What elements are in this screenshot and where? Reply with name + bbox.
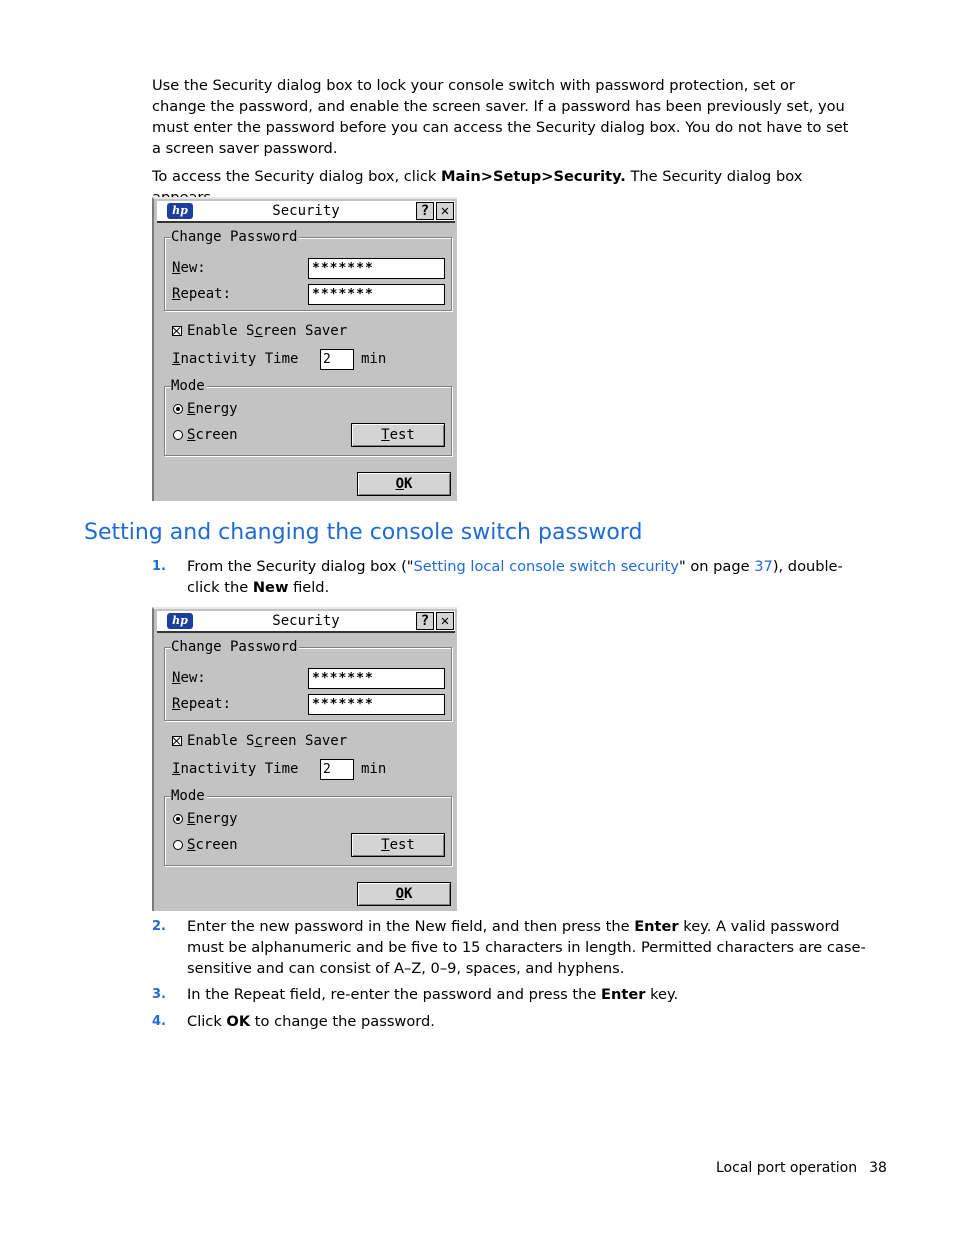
energy-accesskey: E: [187, 811, 196, 827]
step-3-text-a: In the Repeat field, re-enter the password and press the: [187, 986, 602, 1003]
step-2: [152, 916, 872, 980]
hp-logo: hp: [167, 203, 193, 219]
step-1-text-b: " on page: [678, 558, 755, 575]
screen-text: creen: [195, 837, 238, 853]
repeat-label: [172, 696, 231, 712]
new-label: [172, 260, 206, 276]
ok-accesskey: O: [395, 886, 404, 902]
energy-radio[interactable]: [173, 404, 183, 414]
intro-paragraph-1: Use the Security dialog box to lock your console switch with password protection, set or change the password, and enable the screen saver. If a password has been previously set, you must enter the password before you can access the Security dialog box. You do not have to set a screen saver password.: [152, 77, 849, 157]
ok-text: K: [404, 886, 413, 902]
step-1-text-d: field.: [288, 579, 330, 596]
step-text: [187, 1011, 872, 1032]
mode-group: [164, 378, 452, 456]
change-password-label: Change Password: [171, 229, 298, 245]
new-accesskey: N: [172, 260, 181, 276]
inactivity-unit: min: [361, 761, 387, 777]
energy-label: [187, 811, 238, 827]
new-label-text: ew:: [180, 260, 206, 276]
page-footer: [716, 1158, 887, 1178]
screen-accesskey: S: [187, 837, 196, 853]
repeat-label-text: epeat:: [180, 286, 232, 302]
test-button[interactable]: [351, 833, 445, 857]
dialog-title: Security: [272, 203, 340, 219]
step-text: [187, 984, 872, 1005]
step-text: [187, 916, 872, 979]
step-3-text-b: key.: [645, 986, 679, 1003]
security-section-link[interactable]: Setting local console switch security: [413, 558, 679, 575]
energy-accesskey: E: [187, 401, 196, 417]
inactivity-time-field[interactable]: 2: [320, 349, 354, 370]
footer-section: Local port operation: [716, 1160, 858, 1176]
step-number: 2.: [152, 919, 166, 934]
ok-text: K: [404, 476, 413, 492]
step-2-bold: Enter: [634, 918, 679, 935]
dialog-titlebar: [157, 611, 455, 633]
energy-label: [187, 401, 238, 417]
menu-path: Main>Setup>Security.: [441, 168, 626, 185]
step-3-bold: Enter: [601, 986, 646, 1003]
new-label-text: ew:: [180, 670, 206, 686]
page-link[interactable]: 37: [754, 558, 773, 575]
step-text: [187, 556, 872, 598]
security-dialog-1: [152, 197, 457, 501]
enable-accesskey: c: [254, 733, 263, 749]
energy-text: nergy: [195, 401, 238, 417]
screen-text: creen: [195, 427, 238, 443]
screen-radio[interactable]: [173, 430, 183, 440]
ok-accesskey: O: [395, 476, 404, 492]
intro-text: To access the Security dialog box, click: [152, 168, 442, 185]
inactivity-time-label: [172, 761, 298, 777]
step-4-bold: OK: [226, 1013, 251, 1030]
step-1-bold: New: [252, 579, 289, 596]
step-4-text-a: Click: [187, 1013, 227, 1030]
repeat-label: [172, 286, 231, 302]
inactivity-unit: min: [361, 351, 387, 367]
energy-text: nergy: [195, 811, 238, 827]
step-number: 4.: [152, 1014, 166, 1029]
energy-radio[interactable]: [173, 814, 183, 824]
new-password-field[interactable]: *******: [308, 668, 445, 689]
repeat-password-field[interactable]: *******: [308, 694, 445, 715]
enable-screen-saver-checkbox[interactable]: [172, 326, 182, 336]
step-4-text-b: to change the password.: [250, 1013, 435, 1030]
enable-screen-saver-checkbox[interactable]: [172, 736, 182, 746]
screen-label: [187, 427, 238, 443]
dialog-title: Security: [272, 613, 340, 629]
new-accesskey: N: [172, 670, 181, 686]
step-1-text-a: From the Security dialog box (": [187, 558, 414, 575]
test-button[interactable]: [351, 423, 445, 447]
step-number: 1.: [152, 559, 166, 574]
enable-text-b: reen Saver: [262, 733, 348, 749]
test-text: est: [389, 427, 415, 443]
new-password-field[interactable]: *******: [308, 258, 445, 279]
test-text: est: [389, 837, 415, 853]
ok-button[interactable]: [357, 472, 451, 496]
mode-label: Mode: [171, 788, 205, 804]
enable-text-b: reen Saver: [262, 323, 348, 339]
step-3: [152, 984, 872, 1006]
test-accesskey: T: [381, 427, 390, 443]
repeat-accesskey: R: [172, 286, 181, 302]
mode-label: Mode: [171, 378, 205, 394]
dialog-titlebar: [157, 201, 455, 223]
screen-radio[interactable]: [173, 840, 183, 850]
inactivity-accesskey: I: [172, 351, 181, 367]
enable-accesskey: c: [254, 323, 263, 339]
page-number: 38: [869, 1160, 887, 1176]
change-password-group: [164, 639, 452, 721]
repeat-accesskey: R: [172, 696, 181, 712]
help-icon[interactable]: ?: [416, 612, 434, 630]
ok-button[interactable]: [357, 882, 451, 906]
step-1: [152, 556, 872, 598]
security-dialog-2: [152, 607, 457, 911]
screen-label: [187, 837, 238, 853]
change-password-group: [164, 229, 452, 311]
inactivity-time-label: [172, 351, 298, 367]
inactivity-text: nactivity Time: [180, 351, 299, 367]
enable-screen-saver-label: [187, 733, 347, 749]
inactivity-accesskey: I: [172, 761, 181, 777]
section-heading: Setting and changing the console switch password: [84, 520, 643, 545]
inactivity-text: nactivity Time: [180, 761, 299, 777]
mode-group: [164, 788, 452, 866]
close-icon[interactable]: ✕: [436, 612, 454, 630]
repeat-label-text: epeat:: [180, 696, 232, 712]
intro-text-end: The Security dialog box: [630, 168, 803, 185]
repeat-password-field[interactable]: *******: [308, 284, 445, 305]
close-icon[interactable]: ✕: [436, 202, 454, 220]
enable-text-a: Enable S: [187, 323, 255, 339]
change-password-label: Change Password: [171, 639, 298, 655]
step-number: 3.: [152, 987, 166, 1002]
hp-logo: hp: [167, 613, 193, 629]
test-accesskey: T: [381, 837, 390, 853]
step-2-text-b: key. A valid password must be alphanumeric and be five to 15 characters in length. Permitted characters are case-sensitive and can consist of A–Z, 0–9, spaces, and hyphens.: [187, 918, 866, 977]
inactivity-time-field[interactable]: 2: [320, 759, 354, 780]
step-2-text-a: Enter the new password in the New field, and then press the: [187, 918, 635, 935]
help-icon[interactable]: ?: [416, 202, 434, 220]
new-label: [172, 670, 206, 686]
enable-screen-saver-label: [187, 323, 347, 339]
step-1-text-c: ), double-click the: [187, 558, 843, 596]
step-4: [152, 1011, 872, 1033]
enable-text-a: Enable S: [187, 733, 255, 749]
screen-accesskey: S: [187, 427, 196, 443]
